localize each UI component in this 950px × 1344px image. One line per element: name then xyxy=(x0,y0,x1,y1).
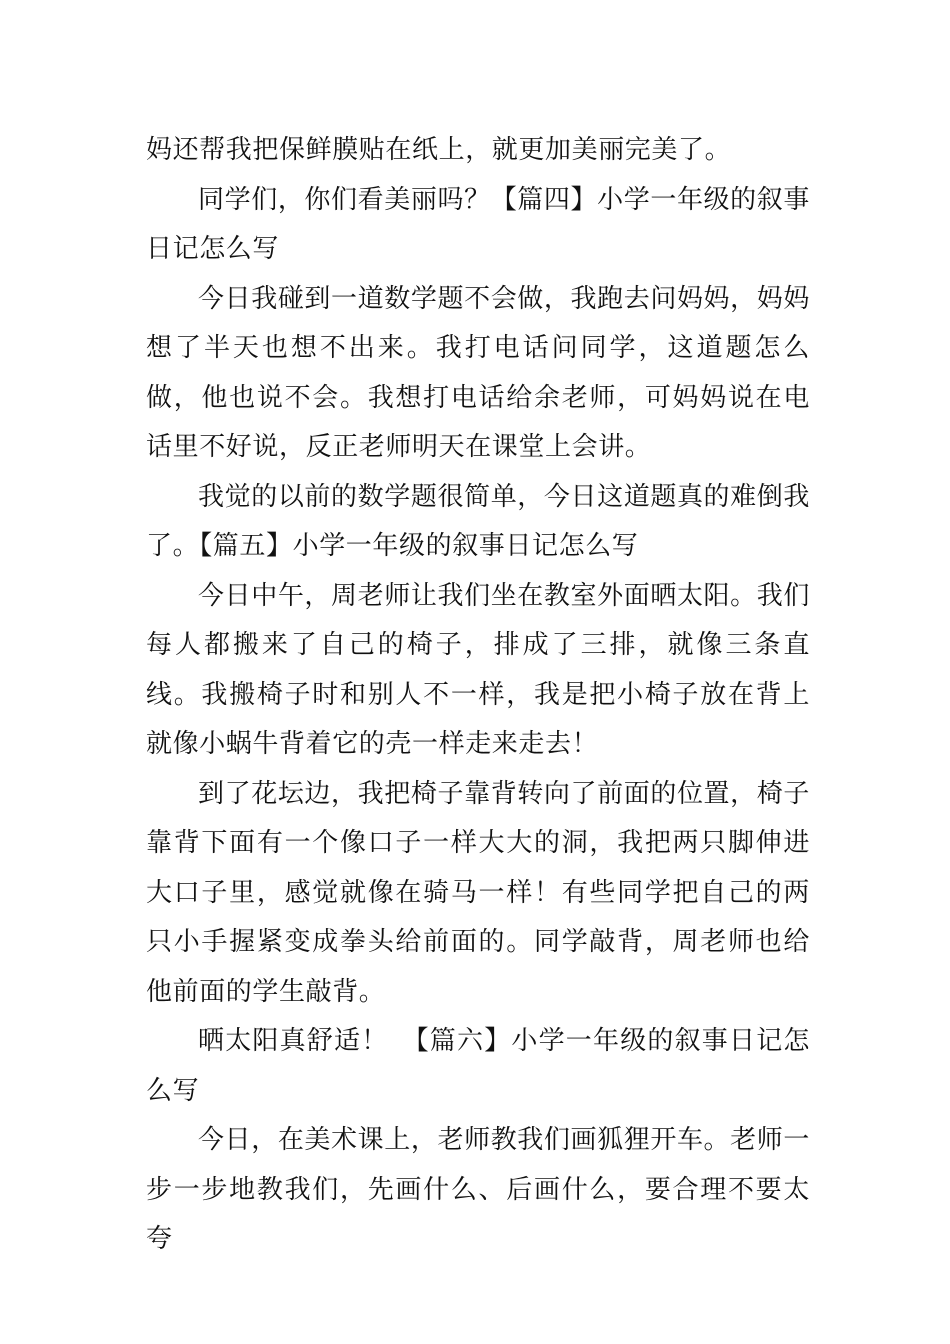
paragraph: 晒太阳真舒适！ 【篇六】小学一年级的叙事日记怎么写 xyxy=(146,1026,810,1106)
paragraph-continuation: 妈还帮我把保鲜膜贴在纸上，就更加美丽完美了。 xyxy=(146,135,732,165)
paragraph: 今日中午，周老师让我们坐在教室外面晒太阳。我们每人都搬来了自己的椅子，排成了三排，就像三条直线。我搬椅子时和别人不一样，我是把小椅子放在背上就像小蜗牛背着它的壳一样走来走去！ xyxy=(146,580,810,759)
paragraph: 到了花坛边，我把椅子靠背转向了前面的位置，椅子靠背下面有一个像口子一样大大的洞，我把两只脚伸进大口子里，感觉就像在骑马一样！有些同学把自己的两只小手握紧变成拳头给前面的。同学敲背，周老师也给他前面的学生敲背。 xyxy=(146,778,810,1007)
paragraph: 同学们，你们看美丽吗？【篇四】小学一年级的叙事日记怎么写 xyxy=(146,184,810,264)
paragraph: 今日，在美术课上，老师教我们画狐狸开车。老师一步一步地教我们，先画什么、后画什么，要合理不要太夸 xyxy=(146,1125,810,1254)
paragraph: 我觉的以前的数学题很简单，今日这道题真的难倒我了。【篇五】小学一年级的叙事日记怎么写 xyxy=(146,481,810,561)
document-body xyxy=(146,126,810,1265)
paragraph: 今日我碰到一道数学题不会做，我跑去问妈妈，妈妈想了半天也想不出来。我打电话问同学，这道题怎么做，他也说不会。我想打电话给余老师，可妈妈说在电话里不好说，反正老师明天在课堂上会讲。 xyxy=(146,283,810,462)
